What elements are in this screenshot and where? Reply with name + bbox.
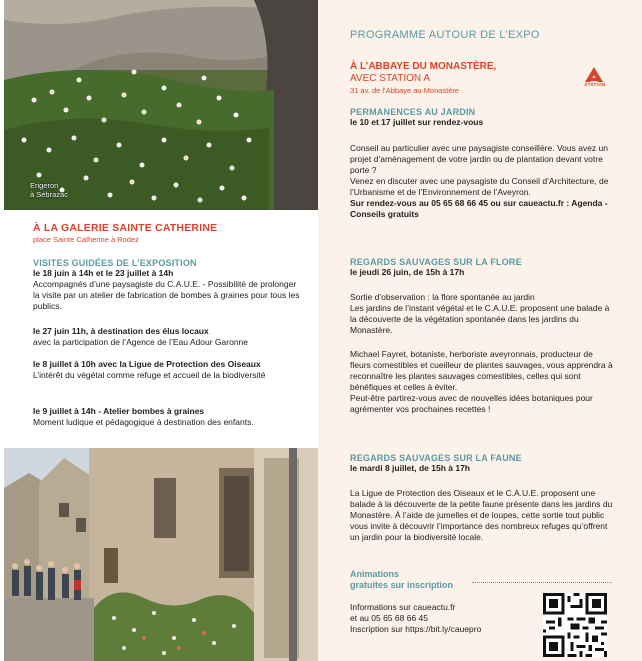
- village-street-photo: [4, 448, 318, 661]
- visits-block: [33, 258, 305, 312]
- lpo-title: le 8 juillet à 10h avec la Ligue de Protection des Oiseaux: [33, 359, 261, 369]
- info-line-2: et au 05 65 68 66 45: [350, 613, 428, 623]
- permanences-title: PERMANENCES AU JARDIN: [350, 107, 476, 117]
- galerie-address: place Sainte Catherine à Rodez: [33, 235, 139, 244]
- programme-title: PROGRAMME AUTOUR DE L’EXPO: [350, 29, 540, 41]
- atelier-title: le 9 juillet à 14h - Atelier bombes à graines: [33, 406, 205, 416]
- permanences-dates: le 10 et 17 juillet sur rendez-vous: [350, 117, 484, 127]
- elus-text: avec la participation de l’Agence de l’Eau Adour Garonne: [33, 337, 249, 347]
- info-line-1: Informations sur caueactu.fr: [350, 602, 456, 612]
- dotted-divider: [472, 582, 612, 583]
- permanences-header: [350, 107, 615, 128]
- flore-body: [350, 292, 615, 336]
- flore-text-2: Les jardins de l’instant végétal et le C.A.U.E. proposent une balade à la découverte de la végétation spontanée dans les jardins du Monastère.: [350, 303, 610, 335]
- info-block: [350, 602, 481, 635]
- flore-body-2: [350, 349, 615, 415]
- faune-text: La Ligue de Protection des Oiseaux et le C.A.U.E. proposent une balade à la découverte de la petite faune présente dans les jardins du Monastère. À l’aide de jumelles et de loupes, cette sortie tout public vous invite à découvrir l’importance des nombreux refuges qu’offrent un jardin pour la biodiversité locale.: [350, 488, 613, 542]
- flore-text-1: Sortie d’observation : la flore spontanée au jardin: [350, 292, 535, 302]
- flore-header: [350, 257, 615, 278]
- faune-header: [350, 453, 615, 474]
- abbaye-title: À L’ABBAYE DU MONASTÈRE,: [350, 61, 497, 72]
- elus-block: [33, 326, 305, 348]
- left-column: [0, 0, 318, 661]
- permanences-body: [350, 143, 615, 220]
- station-logo-text: STATION: [584, 82, 606, 87]
- permanences-rdv: Sur rendez-vous au 05 65 68 66 45 ou sur caueactu.fr : Agenda - Conseils gratuits: [350, 198, 608, 219]
- photo-caption: [30, 181, 68, 199]
- qr-code[interactable]: [543, 593, 607, 657]
- galerie-title: À LA GALERIE SAINTE CATHERINE: [33, 222, 218, 234]
- elus-title: le 27 juin 11h, à destination des élus locaux: [33, 326, 209, 336]
- animations-line-2: gratuites sur inscription: [350, 580, 454, 590]
- animations-title: [350, 569, 453, 591]
- visits-text: Accompagnés d’une paysagiste du C.A.U.E. - Possibilité de prolonger la visite par un atelier de fabrication de bombes à graines pour tous les publics.: [33, 279, 300, 311]
- info-line-3[interactable]: Inscription sur https://bit.ly/cauepro: [350, 624, 482, 634]
- atelier-block: [33, 406, 305, 428]
- faune-body: [350, 488, 615, 543]
- abbaye-address: 31 av. de l’Abbaye au Monastère: [350, 86, 460, 95]
- visits-title: VISITES GUIDÉES DE L’EXPOSITION: [33, 258, 197, 268]
- flore-text-4: Peut-être partirez-vous avec de nouvelles idées botaniques pour agrémenter vos prochaines recettes !: [350, 393, 593, 414]
- permanences-text-2: Venez en discuter avec une paysagiste du Conseil d’Architecture, de l’Urbanisme et de l’Environnement de l’Aveyron.: [350, 176, 609, 197]
- faune-date: le mardi 8 juillet, de 15h à 17h: [350, 463, 470, 473]
- animations-line-1: Animations: [350, 569, 400, 579]
- abbaye-subtitle: AVEC STATION A: [350, 73, 431, 84]
- caption-line-1: Erigeron: [30, 181, 59, 190]
- visits-dates: le 18 juin à 14h et le 23 juillet à 14h: [33, 268, 174, 278]
- permanences-text-1: Conseil au particulier avec une paysagiste conseillère. Vous avez un projet d’aménagement de votre jardin ou de plantation devant votre porte ?: [350, 143, 608, 175]
- flore-text-3: Michael Fayret, botaniste, herboriste aveyronnais, producteur de fleurs comestibles et cueilleur de plantes sauvages, vous apprendra à reconnaître les plantes sauvages comestibles, celles qui sont bénéfiques et celles à éviter.: [350, 349, 613, 392]
- flore-title: REGARDS SAUVAGES SUR LA FLORE: [350, 257, 522, 267]
- flower-wall-photo: [4, 0, 318, 210]
- faune-title: REGARDS SAUVAGES SUR LA FAUNE: [350, 453, 522, 463]
- flore-date: le jeudi 26 juin, de 15h à 17h: [350, 267, 465, 277]
- lpo-text: L’intérêt du végétal comme refuge et accueil de la biodiversité: [33, 370, 266, 380]
- lpo-block: [33, 359, 305, 381]
- caption-line-2: à Sébrazac: [30, 190, 68, 199]
- atelier-text: Moment ludique et pédagogique à destination des enfants.: [33, 417, 254, 427]
